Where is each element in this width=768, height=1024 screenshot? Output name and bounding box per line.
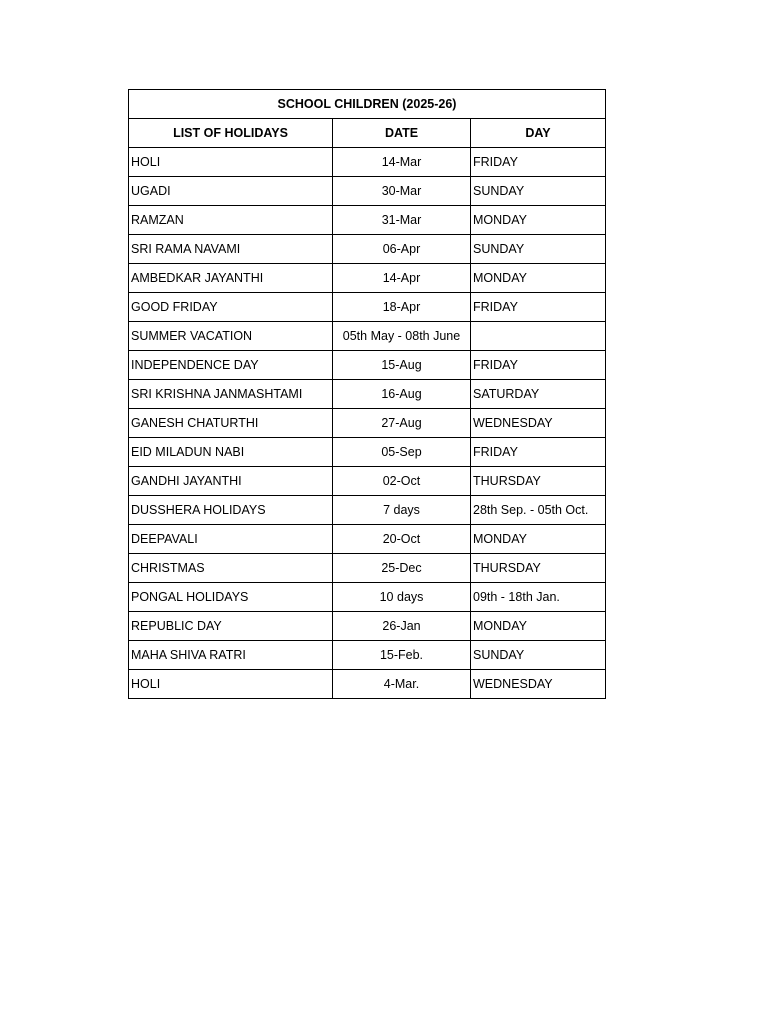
holiday-day: SUNDAY <box>471 641 606 670</box>
holiday-date: 14-Apr <box>333 264 471 293</box>
holiday-date: 15-Feb. <box>333 641 471 670</box>
holiday-name: SUMMER VACATION <box>129 322 333 351</box>
header-holiday: LIST OF HOLIDAYS <box>129 119 333 148</box>
holiday-date: 30-Mar <box>333 177 471 206</box>
table-row <box>129 148 606 177</box>
holiday-name: MAHA SHIVA RATRI <box>129 641 333 670</box>
holiday-day: WEDNESDAY <box>471 670 606 699</box>
holiday-name: CHRISTMAS <box>129 554 333 583</box>
holiday-day: MONDAY <box>471 264 606 293</box>
table-row <box>129 177 606 206</box>
table-row <box>129 641 606 670</box>
holiday-day: 28th Sep. - 05th Oct. <box>471 496 606 525</box>
holiday-date: 15-Aug <box>333 351 471 380</box>
holiday-date: 18-Apr <box>333 293 471 322</box>
holiday-name: SRI RAMA NAVAMI <box>129 235 333 264</box>
holiday-date: 05-Sep <box>333 438 471 467</box>
holiday-day: THURSDAY <box>471 467 606 496</box>
holiday-name: GOOD FRIDAY <box>129 293 333 322</box>
holiday-name: REPUBLIC DAY <box>129 612 333 641</box>
holiday-day: FRIDAY <box>471 438 606 467</box>
holiday-day: FRIDAY <box>471 148 606 177</box>
holiday-date: 31-Mar <box>333 206 471 235</box>
holiday-table <box>128 89 606 699</box>
holiday-name: EID MILADUN NABI <box>129 438 333 467</box>
holiday-name: UGADI <box>129 177 333 206</box>
holiday-name: AMBEDKAR JAYANTHI <box>129 264 333 293</box>
holiday-name: HOLI <box>129 670 333 699</box>
table-row <box>129 322 606 351</box>
holiday-date: 06-Apr <box>333 235 471 264</box>
table-row <box>129 264 606 293</box>
holiday-rows <box>129 148 606 699</box>
header-day: DAY <box>471 119 606 148</box>
table-row <box>129 583 606 612</box>
table-row <box>129 438 606 467</box>
title-row <box>129 90 606 119</box>
holiday-date: 02-Oct <box>333 467 471 496</box>
holiday-day: MONDAY <box>471 206 606 235</box>
holiday-date: 16-Aug <box>333 380 471 409</box>
table-title: SCHOOL CHILDREN (2025-26) <box>129 90 606 119</box>
holiday-date: 26-Jan <box>333 612 471 641</box>
holiday-day: SUNDAY <box>471 177 606 206</box>
table-row <box>129 351 606 380</box>
holiday-name: RAMZAN <box>129 206 333 235</box>
header-row <box>129 119 606 148</box>
holiday-date: 27-Aug <box>333 409 471 438</box>
holiday-name: HOLI <box>129 148 333 177</box>
holiday-day: 09th - 18th Jan. <box>471 583 606 612</box>
holiday-day: FRIDAY <box>471 293 606 322</box>
table-row <box>129 293 606 322</box>
table-row <box>129 496 606 525</box>
holiday-date: 4-Mar. <box>333 670 471 699</box>
table-row <box>129 554 606 583</box>
holiday-name: SRI KRISHNA JANMASHTAMI <box>129 380 333 409</box>
holiday-date: 20-Oct <box>333 525 471 554</box>
holiday-name: GANDHI JAYANTHI <box>129 467 333 496</box>
holiday-date: 10 days <box>333 583 471 612</box>
table-row <box>129 525 606 554</box>
holiday-name: DUSSHERA HOLIDAYS <box>129 496 333 525</box>
table-row <box>129 467 606 496</box>
table-row <box>129 206 606 235</box>
holiday-day: MONDAY <box>471 525 606 554</box>
holiday-name: PONGAL HOLIDAYS <box>129 583 333 612</box>
table-row <box>129 235 606 264</box>
table-row <box>129 409 606 438</box>
holiday-day: SATURDAY <box>471 380 606 409</box>
holiday-day: SUNDAY <box>471 235 606 264</box>
holiday-name: INDEPENDENCE DAY <box>129 351 333 380</box>
header-date: DATE <box>333 119 471 148</box>
table-row <box>129 612 606 641</box>
holiday-day <box>471 322 606 351</box>
holiday-day: WEDNESDAY <box>471 409 606 438</box>
holiday-name: GANESH CHATURTHI <box>129 409 333 438</box>
holiday-date: 05th May - 08th June <box>333 322 471 351</box>
holiday-day: THURSDAY <box>471 554 606 583</box>
holiday-date: 7 days <box>333 496 471 525</box>
holiday-name: DEEPAVALI <box>129 525 333 554</box>
table-row <box>129 670 606 699</box>
holiday-date: 14-Mar <box>333 148 471 177</box>
holiday-day: MONDAY <box>471 612 606 641</box>
holiday-day: FRIDAY <box>471 351 606 380</box>
table-row <box>129 380 606 409</box>
holiday-date: 25-Dec <box>333 554 471 583</box>
